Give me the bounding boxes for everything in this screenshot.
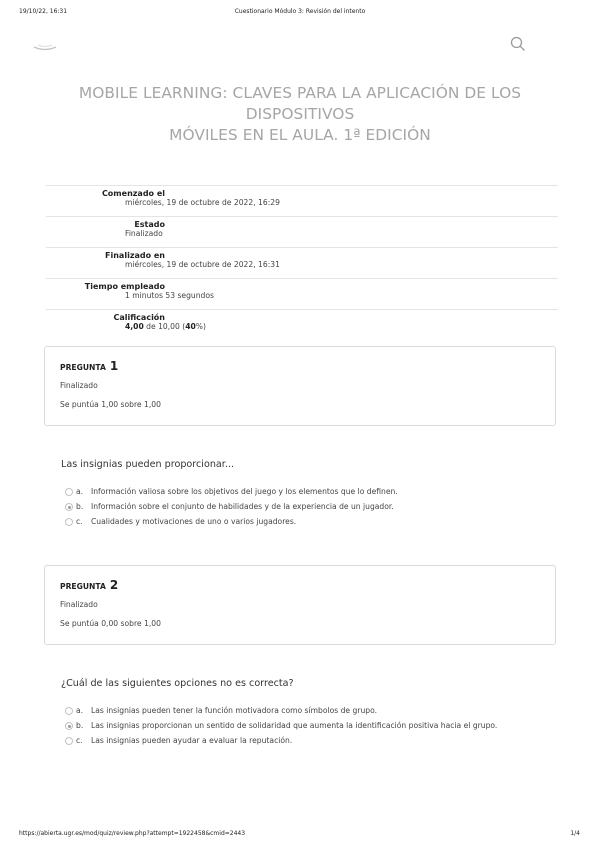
answer-letter: c. xyxy=(76,736,83,745)
answer-letter: c. xyxy=(76,517,83,526)
print-footer-url: https://abierta.ugr.es/mod/quiz/review.php?attempt=1922458&cmid=2443 xyxy=(19,830,246,837)
search-icon[interactable] xyxy=(510,36,526,52)
question-number-value: 2 xyxy=(109,578,119,592)
print-date: 19/10/22, 16:31 xyxy=(19,8,68,15)
grade-end: %) xyxy=(195,322,206,331)
summary-label: Calificación xyxy=(113,313,165,322)
question-state: Finalizado xyxy=(60,381,98,390)
summary-value: Finalizado xyxy=(125,229,163,238)
summary-label: Finalizado en xyxy=(105,251,165,260)
print-page-title: Cuestionario Módulo 3: Revisión del intento xyxy=(234,8,366,15)
answer-text: Información valiosa sobre los objetivos del juego y los elementos que lo definen. xyxy=(91,487,398,496)
course-title-line-1: MOBILE LEARNING: CLAVES PARA LA APLICACIÓN DE LOS DISPOSITIVOS xyxy=(78,84,522,123)
summary-label: Comenzado el xyxy=(101,189,165,198)
radio-button[interactable] xyxy=(65,488,73,496)
question-info-box xyxy=(44,565,556,645)
answer-text: Cualidades y motivaciones de uno o varios jugadores. xyxy=(91,517,297,526)
grade-percent: 40 xyxy=(185,322,196,331)
radio-button[interactable] xyxy=(65,737,73,745)
question-number xyxy=(60,578,118,592)
answer-letter: b. xyxy=(76,502,84,511)
print-page-number: 1/4 xyxy=(570,830,580,837)
logo-icon[interactable] xyxy=(33,38,57,52)
question-grade: Se puntúa 1,00 sobre 1,00 xyxy=(60,400,161,409)
course-title xyxy=(30,83,570,146)
answer-letter: a. xyxy=(76,706,84,715)
question-state: Finalizado xyxy=(60,600,98,609)
question-text: ¿Cuál de las siguientes opciones no es correcta? xyxy=(61,678,294,689)
question-number-value: 1 xyxy=(109,359,119,373)
summary-row-grade xyxy=(46,309,558,340)
answer-letter: b. xyxy=(76,721,84,730)
summary-label: Tiempo empleado xyxy=(84,282,165,291)
question-text: Las insignias pueden proporcionar... xyxy=(61,459,235,470)
answer-text: Las insignias pueden tener la función motivadora como símbolos de grupo. xyxy=(91,706,378,715)
summary-value: 1 minutos 53 segundos xyxy=(125,291,214,300)
answer-text: Las insignias proporcionan un sentido de solidaridad que aumenta la identificación positiva hacia el grupo. xyxy=(91,721,498,730)
summary-label: Estado xyxy=(134,220,165,229)
summary-row-state xyxy=(46,216,558,247)
question-number xyxy=(60,359,118,373)
summary-value: miércoles, 19 de octubre de 2022, 16:31 xyxy=(125,260,280,269)
question-info-box xyxy=(44,346,556,426)
radio-button[interactable] xyxy=(65,518,73,526)
answer-text: Información sobre el conjunto de habilidades y de la experiencia de un jugador. xyxy=(91,502,394,511)
radio-button[interactable] xyxy=(65,707,73,715)
summary-row-started xyxy=(46,185,558,216)
summary-row-finished xyxy=(46,247,558,278)
print-header xyxy=(0,0,600,20)
question-grade: Se puntúa 0,00 sobre 1,00 xyxy=(60,619,161,628)
question-prefix: PREGUNTA xyxy=(60,582,106,591)
radio-button-selected[interactable] xyxy=(65,503,73,511)
radio-button-selected[interactable] xyxy=(65,722,73,730)
summary-row-time-taken xyxy=(46,278,558,309)
grade-value xyxy=(125,322,206,331)
grade-middle: de 10,00 ( xyxy=(143,322,186,331)
answer-text: Las insignias pueden ayudar a evaluar la reputación. xyxy=(91,736,293,745)
question-prefix: PREGUNTA xyxy=(60,363,106,372)
answer-letter: a. xyxy=(76,487,84,496)
grade-score: 4,00 xyxy=(125,322,144,331)
attempt-summary-table xyxy=(46,185,558,340)
course-title-line-2: MÓVILES EN EL AULA. 1ª EDICIÓN xyxy=(169,126,431,144)
summary-value: miércoles, 19 de octubre de 2022, 16:29 xyxy=(125,198,280,207)
